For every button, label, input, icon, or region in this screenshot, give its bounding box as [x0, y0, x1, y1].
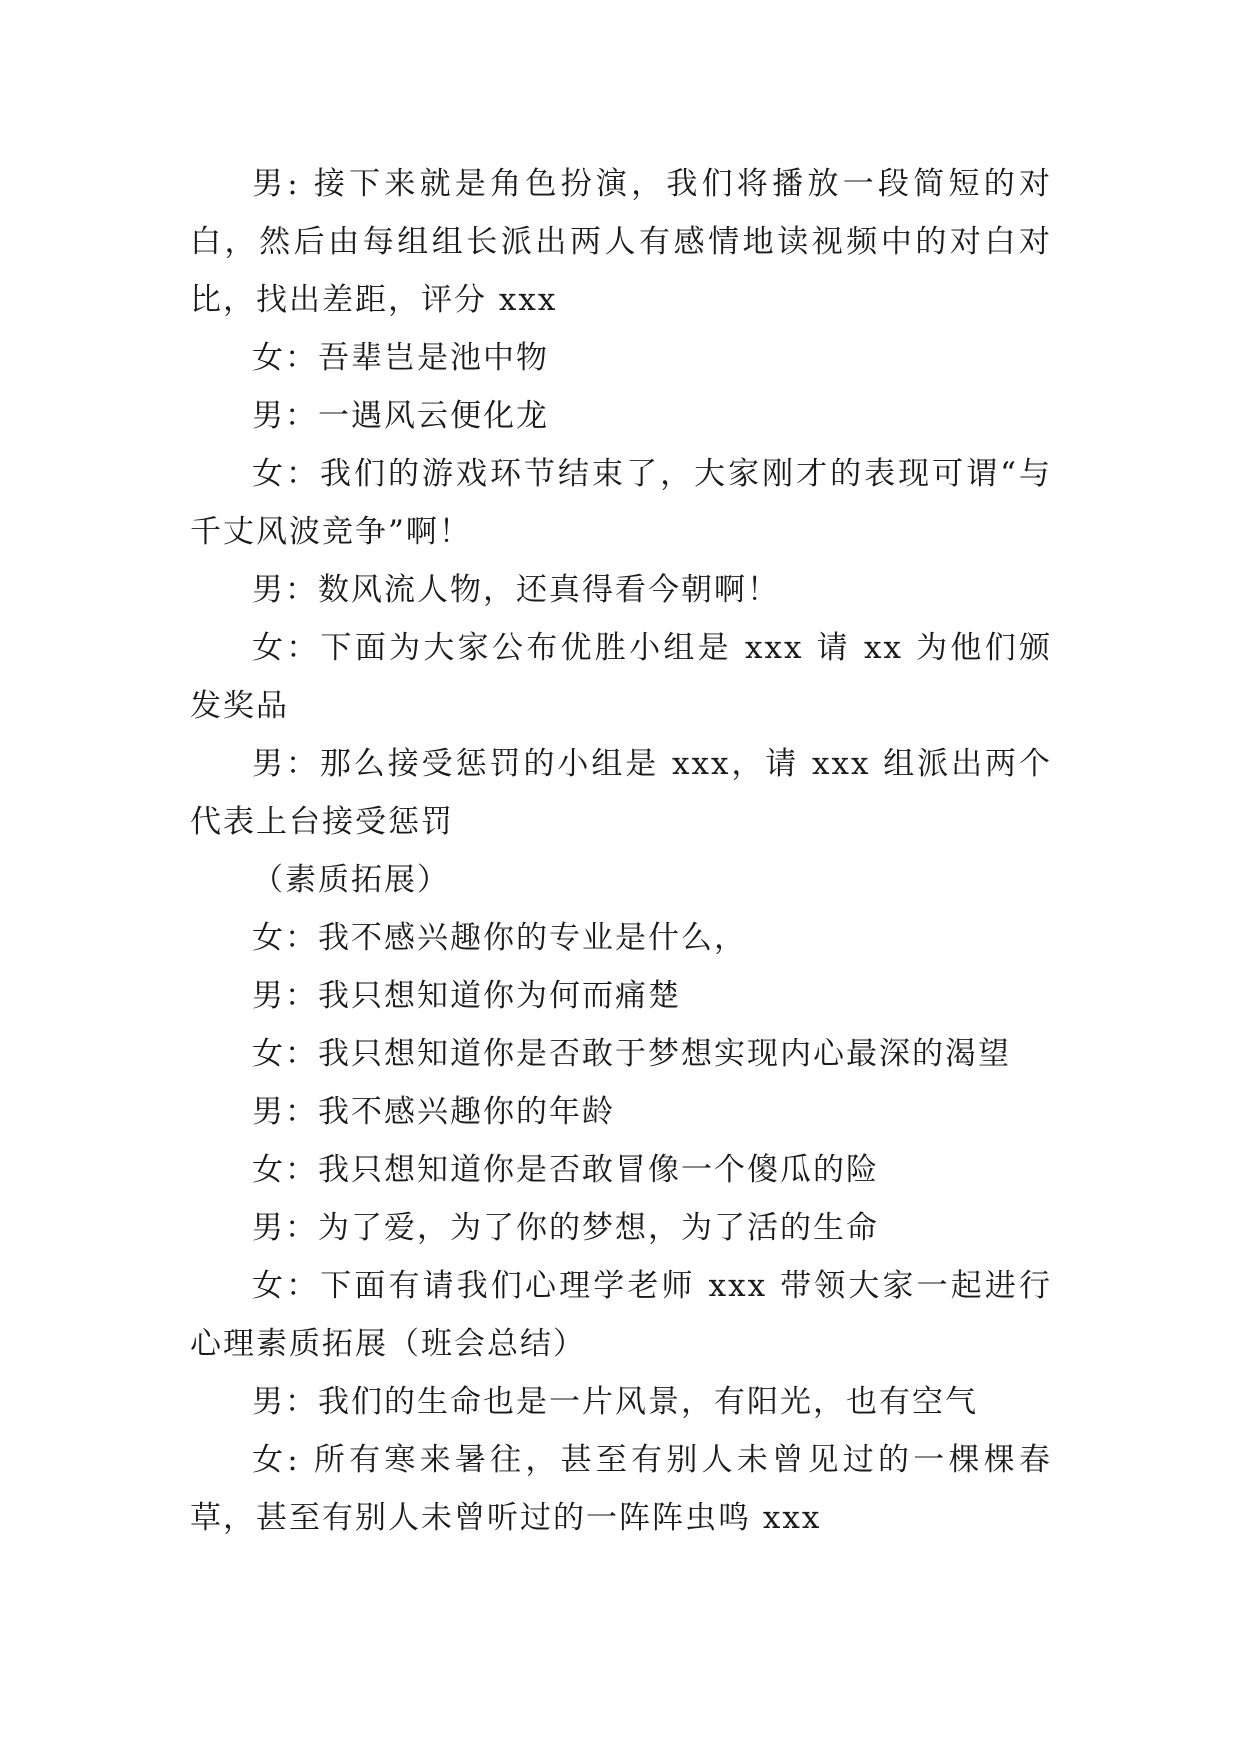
dialogue-paragraph: 男：我只想知道你为何而痛楚 — [252, 978, 681, 1014]
section-note: （素质拓展） — [252, 862, 450, 898]
dialogue-paragraph: 男: 接下来就是角色扮演，我们将播放一段简短的对白，然后由每组组长派出两人有感情地读视频中的对白对比，找出差距，评分 xxx — [190, 166, 1052, 318]
dialogue-paragraph: 男：一遇风云便化龙 — [252, 398, 549, 434]
dialogue-paragraph: 女: 所有寒来暑往，甚至有别人未曾见过的一棵棵春草，甚至有别人未曾听过的一阵阵虫鸣 xxx — [190, 1442, 1052, 1536]
dialogue-paragraph: 女：我们的游戏环节结束了，大家刚才的表现可谓“与千丈风波竞争”啊！ — [190, 456, 1052, 550]
dialogue-paragraph: 男：我们的生命也是一片风景，有阳光，也有空气 — [252, 1384, 978, 1420]
dialogue-paragraph: 女：我只想知道你是否敢冒像一个傻瓜的险 — [252, 1152, 879, 1188]
dialogue-paragraph: 女：下面为大家公布优胜小组是 xxx 请 xx 为他们颁发奖品 — [190, 630, 1052, 724]
dialogue-paragraph: 男：我不感兴趣你的年龄 — [252, 1094, 615, 1130]
dialogue-paragraph: 女：我不感兴趣你的专业是什么， — [252, 920, 747, 956]
dialogue-paragraph: 男：数风流人物，还真得看今朝啊！ — [252, 572, 780, 608]
document-page — [190, 155, 1052, 1547]
dialogue-paragraph: 男：那么接受惩罚的小组是 xxx，请 xxx 组派出两个代表上台接受惩罚 — [190, 746, 1052, 840]
dialogue-paragraph: 男：为了爱，为了你的梦想，为了活的生命 — [252, 1210, 879, 1246]
dialogue-paragraph: 女：吾辈岂是池中物 — [252, 340, 549, 376]
dialogue-paragraph: 女：我只想知道你是否敢于梦想实现内心最深的渴望 — [252, 1036, 1011, 1072]
dialogue-paragraph: 女：下面有请我们心理学老师 xxx 带领大家一起进行心理素质拓展（班会总结） — [190, 1268, 1052, 1362]
